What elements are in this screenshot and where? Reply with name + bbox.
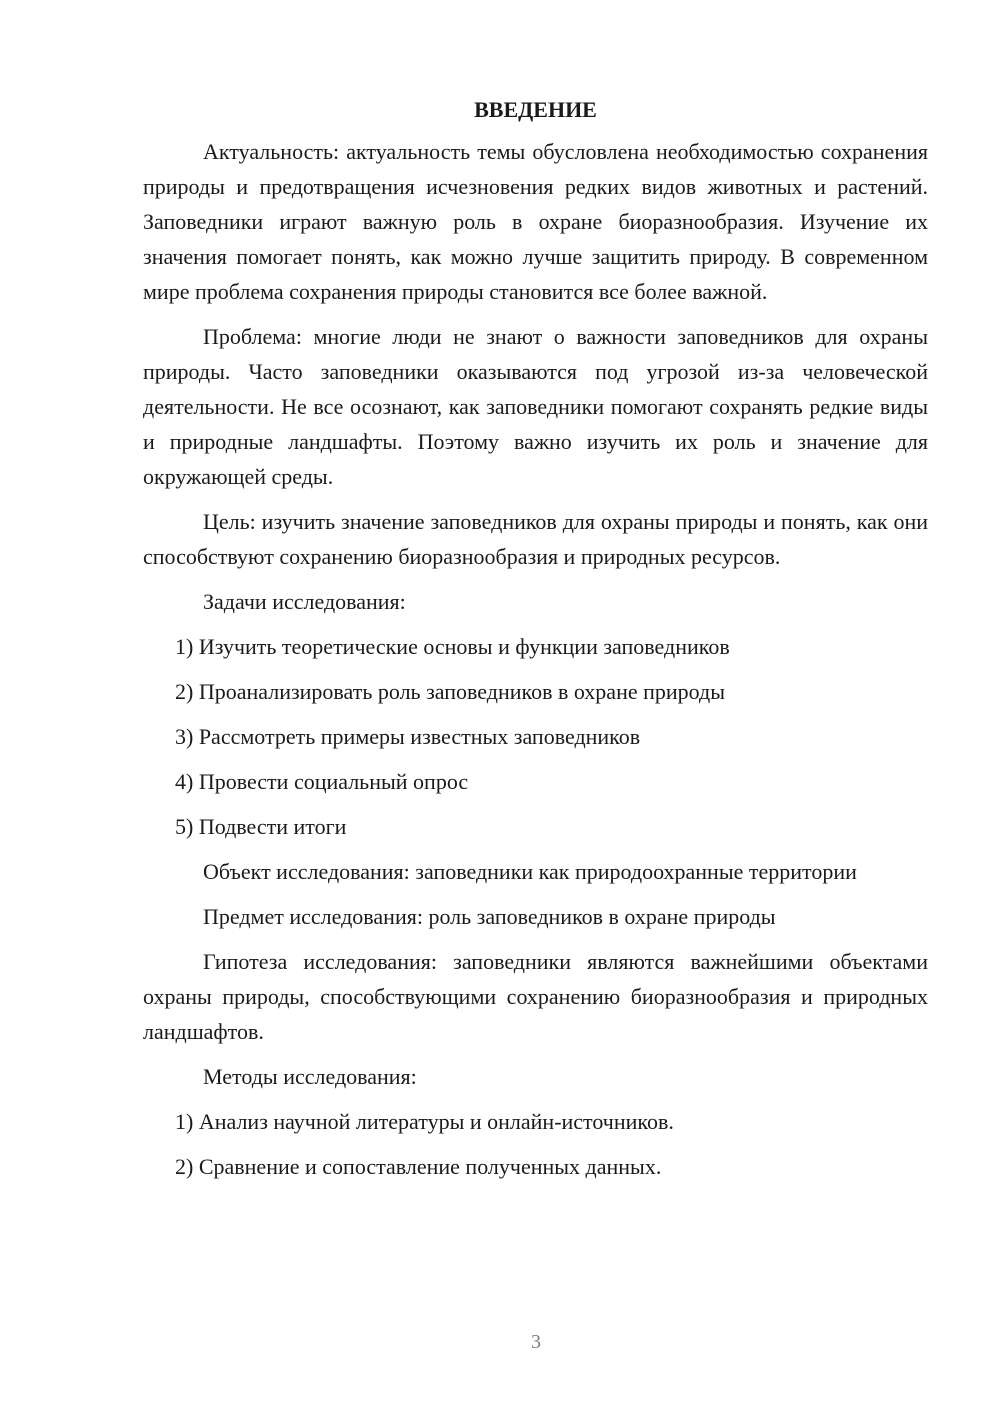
paragraph-goal: Цель: изучить значение заповедников для охраны природы и понять, как они способствуют сохранению биоразнообразия и природных ресурсов. — [143, 509, 928, 569]
paragraph-problem: Проблема: многие люди не знают о важности заповедников для охраны природы. Часто заповедники оказываются под угрозой из-за человеческой деятельности. Не все осознают, как заповедники помогают сохранять редкие виды и природные ландшафты. Поэтому важно изучить их роль и значение для окружающей среды. — [143, 324, 928, 489]
document-page — [143, 96, 928, 1194]
paragraph-subject: Предмет исследования: роль заповедников в охране природы — [203, 904, 776, 929]
methods-heading: Методы исследования: — [203, 1064, 417, 1089]
paragraph-relevance: Актуальность: актуальность темы обусловлена необходимостью сохранения природы и предотвращения исчезновения редких видов животных и растений. Заповедники играют важную роль в охране биоразнообразия. Изучение их значения помогает понять, как можно лучше защитить природу. В современном мире проблема сохранения природы становится все более важной. — [143, 139, 928, 304]
page-number: 3 — [531, 1331, 541, 1353]
method-item: 2) Сравнение и сопоставление полученных данных. — [175, 1154, 662, 1179]
task-item: 3) Рассмотреть примеры известных заповедников — [175, 724, 641, 749]
task-item: 5) Подвести итоги — [175, 814, 347, 839]
paragraph-object: Объект исследования: заповедники как природоохранные территории — [203, 859, 857, 884]
method-item: 1) Анализ научной литературы и онлайн-источников. — [175, 1109, 674, 1134]
task-item: 4) Провести социальный опрос — [175, 769, 469, 794]
task-item: 2) Проанализировать роль заповедников в охране природы — [175, 679, 725, 704]
tasks-heading: Задачи исследования: — [203, 589, 406, 614]
task-item: 1) Изучить теоретические основы и функции заповедников — [175, 634, 730, 659]
section-title: ВВЕДЕНИЕ — [474, 97, 597, 122]
paragraph-hypothesis: Гипотеза исследования: заповедники являются важнейшими объектами охраны природы, способствующими сохранению биоразнообразия и природных ландшафтов. — [143, 949, 928, 1044]
